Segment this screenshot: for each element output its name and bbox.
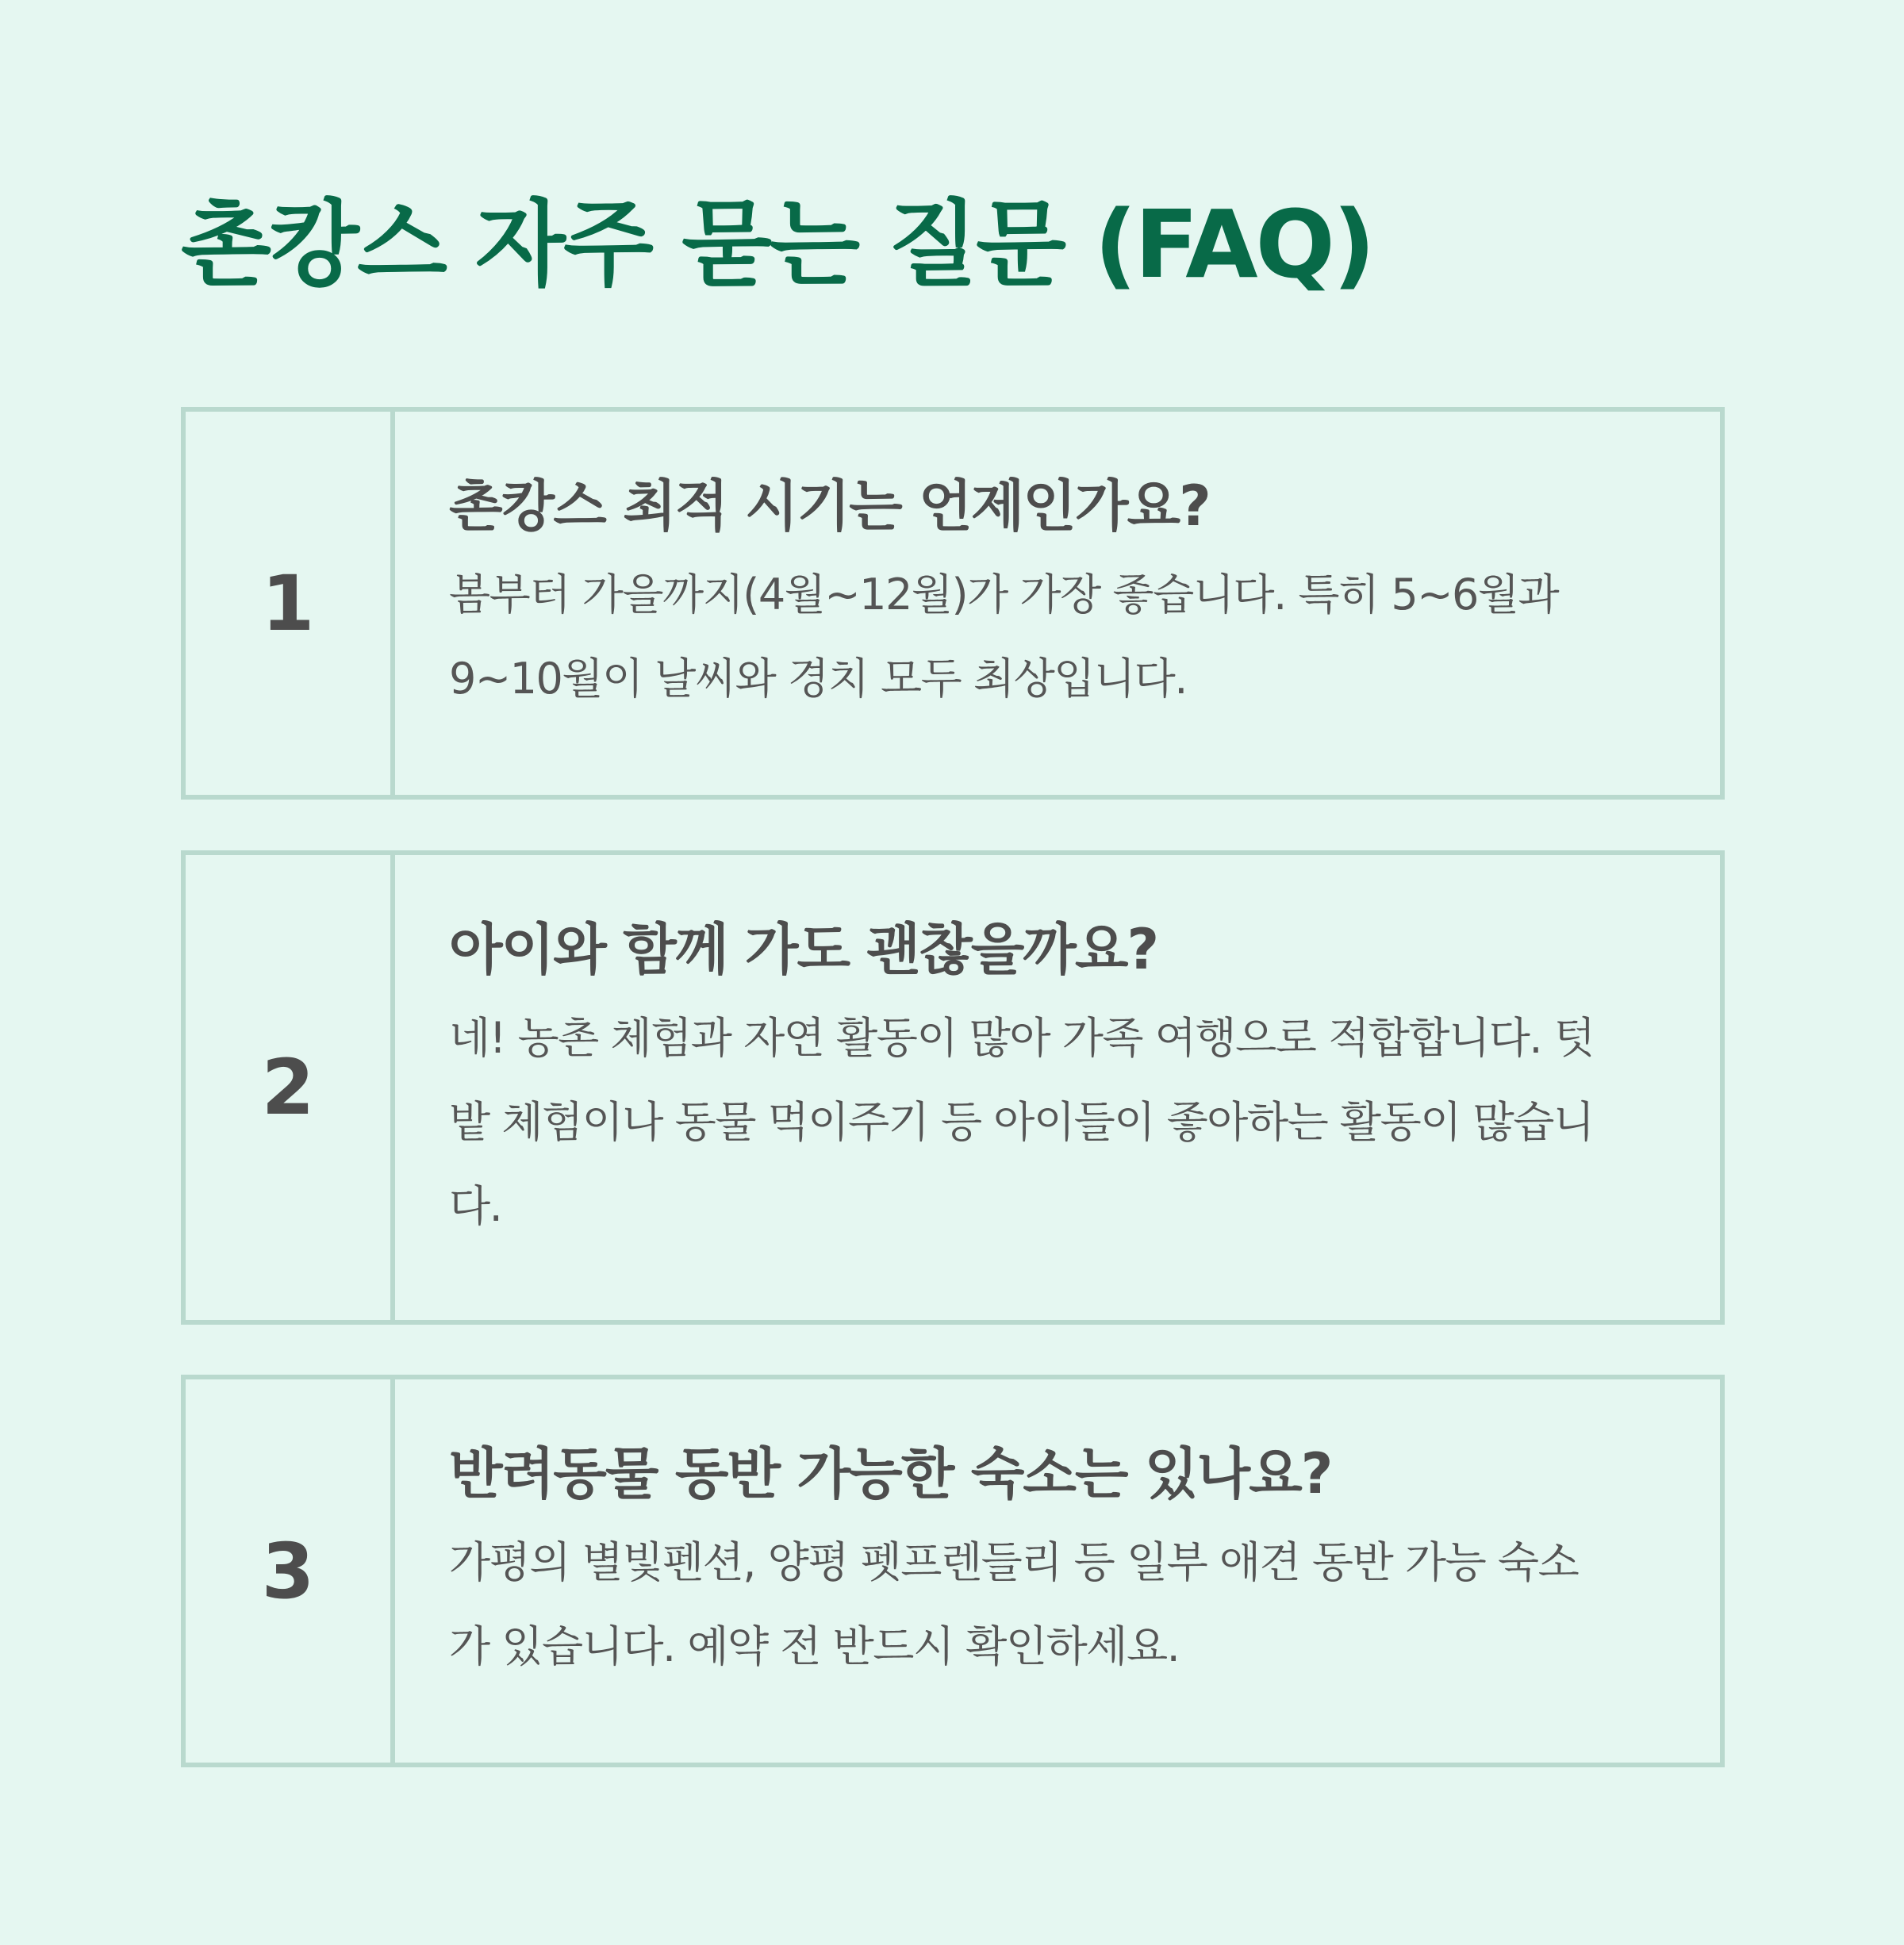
faq-answer-line: 가 있습니다. 예약 전 반드시 확인하세요. <box>449 1621 1180 1671</box>
faq-answer <box>449 553 1712 721</box>
faq-item-3 <box>181 1375 1725 1767</box>
faq-answer-line: 밭 체험이나 동물 먹이주기 등 아이들이 좋아하는 활동이 많습니 <box>449 1097 1594 1147</box>
faq-item-2 <box>181 850 1725 1325</box>
faq-answer-line: 네! 농촌 체험과 자연 활동이 많아 가족 여행으로 적합합니다. 텃 <box>449 1013 1595 1063</box>
faq-number: 2 <box>261 1043 315 1132</box>
faq-answer-line: 9~10월이 날씨와 경치 모두 최상입니다. <box>449 654 1187 704</box>
faq-number-cell <box>186 1379 395 1763</box>
faq-content <box>395 1379 1720 1763</box>
faq-answer-line: 가평의 별빛펜션, 양평 펫프렌들리 등 일부 애견 동반 가능 숙소 <box>449 1537 1579 1587</box>
faq-answer <box>449 996 1712 1249</box>
faq-answer-line: 봄부터 가을까지(4월~12월)가 가장 좋습니다. 특히 5~6월과 <box>449 570 1559 620</box>
faq-number-cell <box>186 855 395 1320</box>
faq-content <box>395 855 1720 1320</box>
page-title: 촌캉스 자주 묻는 질문 (FAQ) <box>181 190 1373 299</box>
faq-item-1 <box>181 407 1725 800</box>
faq-number: 3 <box>261 1526 315 1616</box>
faq-number-cell <box>186 412 395 795</box>
faq-answer-line: 다. <box>449 1181 502 1231</box>
faq-question: 촌캉스 최적 시기는 언제인가요? <box>449 474 1210 539</box>
faq-question: 반려동물 동반 가능한 숙소는 있나요? <box>449 1441 1332 1506</box>
faq-answer <box>449 1521 1712 1689</box>
faq-number: 1 <box>261 558 315 648</box>
faq-question: 아이와 함께 가도 괜찮을까요? <box>449 917 1158 982</box>
faq-content <box>395 412 1720 795</box>
